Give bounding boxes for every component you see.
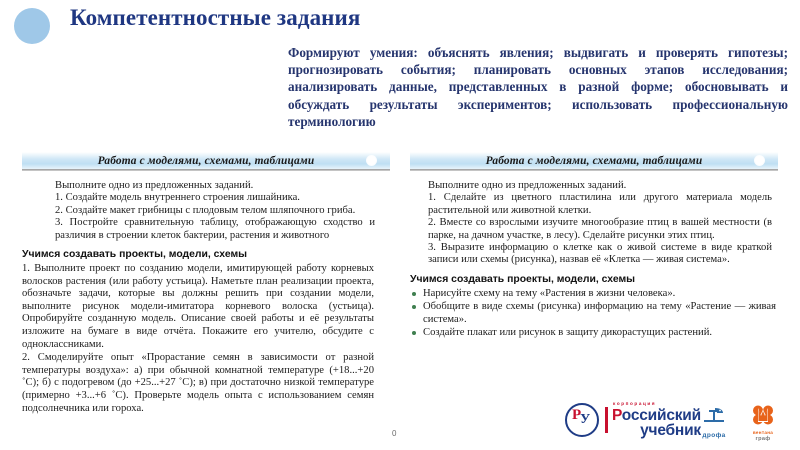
right-column [410,150,788,340]
ru-monogram-icon [565,403,599,437]
ru-monogram-r: Р [572,406,582,423]
right-banner-rule [410,169,778,171]
decorative-circle-icon [14,8,50,44]
rossiyskiy-uchebnik-logo [565,402,701,438]
page-number: 0 [392,429,397,438]
right-task-2: 2. Вместе со взрослыми изучите многообразие птиц в вашей местности (в парке, на дачном участке, в лесу). Сделайте рисунки этих птиц. [428,217,772,241]
ventana-graf-flower-icon [752,405,774,425]
left-task-1: 1. Создайте модель внутреннего строения лишайника. [55,192,300,204]
logo-line-1-rest: оссийский [621,406,701,424]
left-task-3: 3. Постройте сравнительную таблицу, отображающую сходство и различия в строении клеток бактерии, растения и животного [55,217,375,241]
ventana-caption-line-1: вентана [752,430,774,435]
banner-notch-icon [367,156,376,165]
banner-notch-icon [755,156,764,165]
left-intro-line: Выполните одно из предложенных заданий. [55,180,254,191]
drofa-logo [696,406,732,439]
left-banner-rule [22,169,390,171]
ventana-caption-line-2: граф [755,435,771,442]
right-bullet-list [410,288,788,339]
drofa-caption: дрофа [702,432,726,439]
left-column [22,150,400,415]
intro-paragraph: Формируют умения: объяснять явления; выдвигать и проверять гипотезы; прогнозировать события; планировать основных этапов исследования; анализировать данные, представленных в разной форме; обосновывать и обсуждать результаты экспериментов; использовать профессиональную терминологию [288,45,788,129]
left-paragraph-1: 1. Выполните проект по созданию модели, имитирующей работу корневых волосков растения (или работу устьица). Наметьте план реализации проекта, обозначьте задачи, которые вы должны решить при создании модели, выполните рисунок модели-имитатора корневого волоска (устьица). Опробируйте созданную модель. Описание своей работы и её результаты изложите на бумаге в виде отчёта. Покажите его учителю, обсудите с одноклассниками. [22,263,374,350]
right-banner-fill [410,152,778,169]
right-task-1: 1. Сделайте из цветного пластилина или другого материала модель растительной или животной клетки. [428,192,772,216]
logo-line-2: учебник [640,421,701,439]
list-item: Создайте плакат или рисунок в защиту дикорастущих растений. [410,327,776,340]
left-task-2: 2. Создайте макет грибницы с плодовым телом шляпочного гриба. [55,204,356,216]
page-title: Компетентностные задания [70,5,361,30]
list-item: Нарисуйте схему на тему «Растения в жизни человека». [410,288,776,301]
logo-line-1-initial: Р [612,406,622,424]
right-task-3: 3. Выразите информацию о клетке как о живой системе в виде краткой записи или схемы (рисунка), назвав её «Клетка — живая система». [428,242,772,266]
logo-kicker: корпорация [613,401,657,406]
right-banner-label: Работа с моделями, схемами, таблицами [485,154,703,167]
list-item: Обобщите в виде схемы (рисунка) информацию на тему «Растение — живая система». [410,301,776,326]
left-sub-heading: Учимся создавать проекты, модели, схемы [22,249,248,261]
left-task-list [22,180,375,242]
slide-title-bar [0,0,800,46]
logo-wordmark [612,402,701,438]
right-intro-line: Выполните одно из предложенных заданий. [428,180,627,191]
left-paragraph-2: 2. Смоделируйте опыт «Прорастание семян в зависимости от разной температуры воздуха»: а) при обычной комнатной температуре (+18...+20 ˚С); б) с подогревом (до +25...+27 ˚С); в) при достаточно низкой температуре (примерно +3...+6 ˚С). Проверьте модель опыта с использованием семян подсолнечника или гороха. [22,352,374,414]
logo-divider-bar [605,407,608,433]
ventana-graf-logo [743,405,783,442]
drofa-bird-icon [701,406,727,426]
left-section-banner [22,150,400,176]
footer-logos [565,398,793,444]
right-section-banner [410,150,788,176]
right-task-list [410,180,772,267]
right-sub-heading: Учимся создавать проекты, модели, схемы [410,273,636,285]
ru-monogram-u: У [580,411,591,427]
left-banner-label: Работа с моделями, схемами, таблицами [97,154,315,167]
left-banner-fill [22,152,390,169]
logo-line-1 [612,408,701,423]
